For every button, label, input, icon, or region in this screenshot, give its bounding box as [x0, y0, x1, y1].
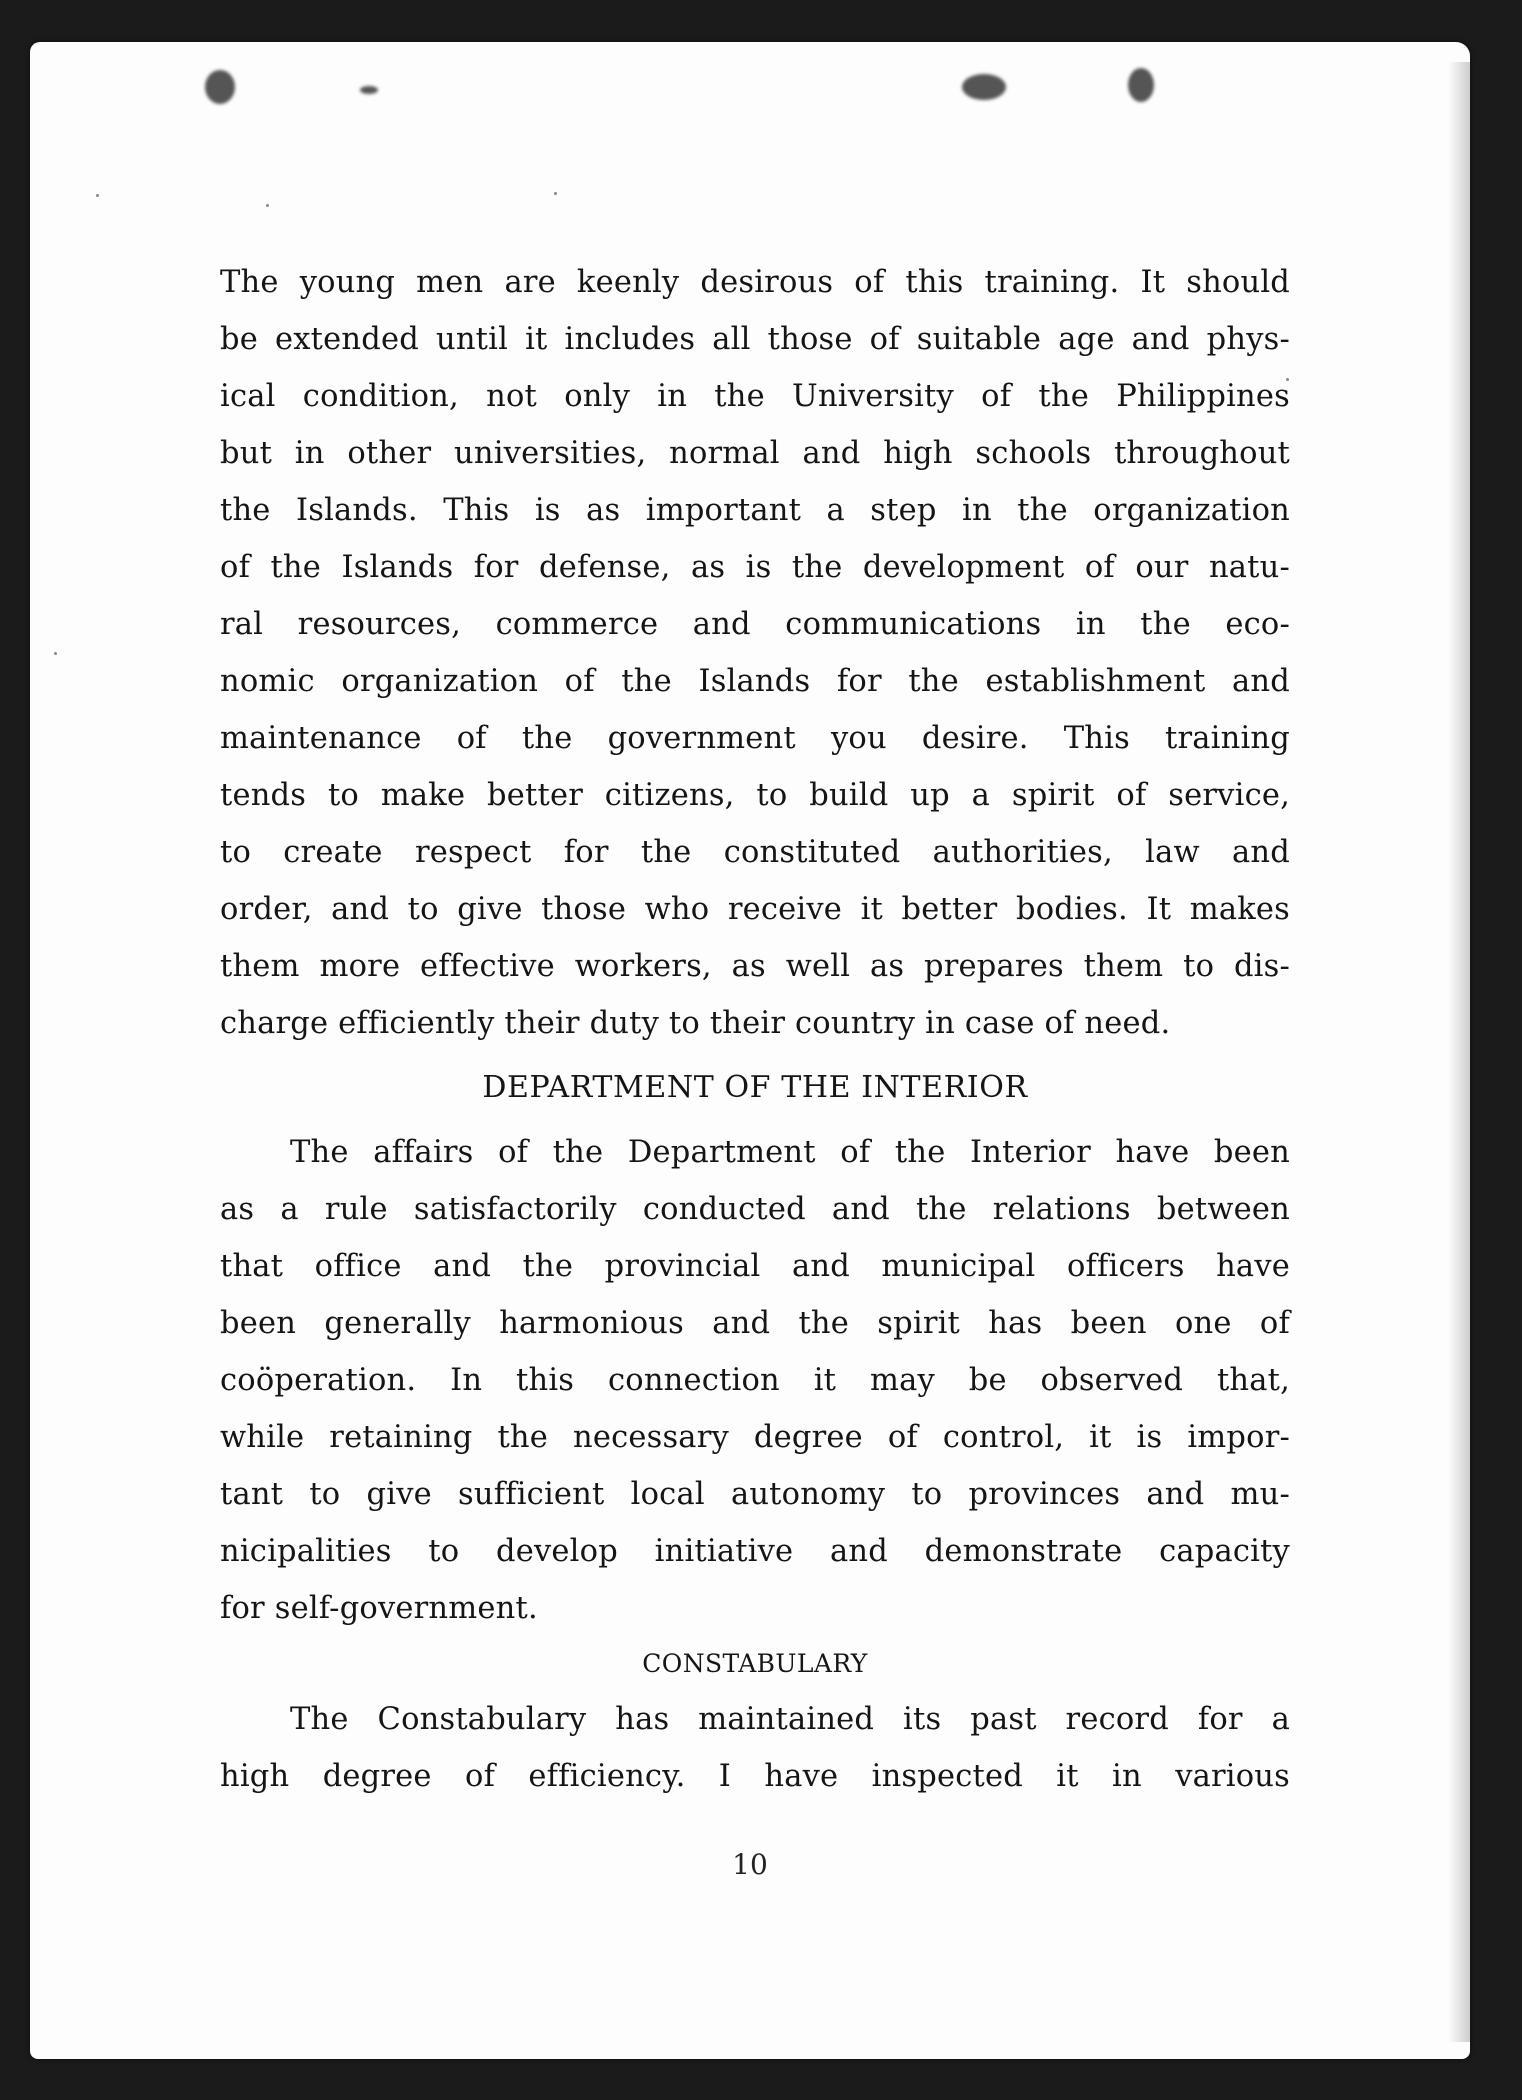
text-line: The Constabulary has maintained its past record for a: [290, 1702, 1290, 1737]
page-edge-shadow: [1448, 62, 1470, 2042]
text-line: coöperation. In this connection it may be observed that,: [220, 1363, 1290, 1398]
scan-speck: [266, 204, 269, 207]
text-line: order, and to give those who receive it better bodies. It makes: [220, 892, 1290, 927]
scan-speck: [96, 194, 99, 197]
text-line: The affairs of the Department of the Interior have been: [290, 1135, 1290, 1170]
scan-blot: [1128, 68, 1154, 102]
text-line: to create respect for the constituted authorities, law and: [220, 835, 1290, 870]
text-line: been generally harmonious and the spirit has been one of: [220, 1306, 1290, 1341]
text-line: for self-government.: [220, 1591, 538, 1626]
text-line: as a rule satisfactorily conducted and the relations between: [220, 1192, 1290, 1227]
text-line: ical condition, not only in the University of the Philippines: [220, 379, 1290, 414]
text-line: nicipalities to develop initiative and demonstrate capacity: [220, 1534, 1290, 1569]
section-heading-constabulary: CONSTABULARY: [642, 1649, 868, 1678]
text-line: them more effective workers, as well as prepares them to dis-: [220, 949, 1290, 984]
text-line: that office and the provincial and municipal officers have: [220, 1249, 1290, 1284]
text-line: maintenance of the government you desire. This training: [220, 721, 1290, 756]
page-number: 10: [732, 1848, 768, 1881]
text-line: The young men are keenly desirous of this training. It should: [220, 265, 1290, 300]
text-line: be extended until it includes all those of suitable age and phys-: [220, 322, 1290, 357]
scan-blot: [205, 70, 235, 104]
scan-blot: [360, 86, 378, 94]
text-line: charge efficiently their duty to their country in case of need.: [220, 1006, 1171, 1041]
text-line: tends to make better citizens, to build up a spirit of service,: [220, 778, 1290, 813]
text-line: nomic organization of the Islands for the establishment and: [220, 664, 1290, 699]
body-text: [220, 254, 1290, 1805]
scan-speck: [554, 192, 557, 195]
scan-blot: [962, 74, 1006, 100]
text-line: of the Islands for defense, as is the development of our natu-: [220, 550, 1290, 585]
text-line: ral resources, commerce and communications in the eco-: [220, 607, 1290, 642]
document-page: [30, 42, 1470, 2059]
scan-speck: [54, 652, 57, 655]
text-line: tant to give sufficient local autonomy to provinces and mu-: [220, 1477, 1290, 1512]
text-line: the Islands. This is as important a step in the organization: [220, 493, 1290, 528]
text-line: high degree of efficiency. I have inspected it in various: [220, 1759, 1290, 1794]
text-line: while retaining the necessary degree of control, it is impor-: [220, 1420, 1290, 1455]
text-line: but in other universities, normal and high schools throughout: [220, 436, 1290, 471]
section-heading-interior: DEPARTMENT OF THE INTERIOR: [482, 1070, 1028, 1105]
